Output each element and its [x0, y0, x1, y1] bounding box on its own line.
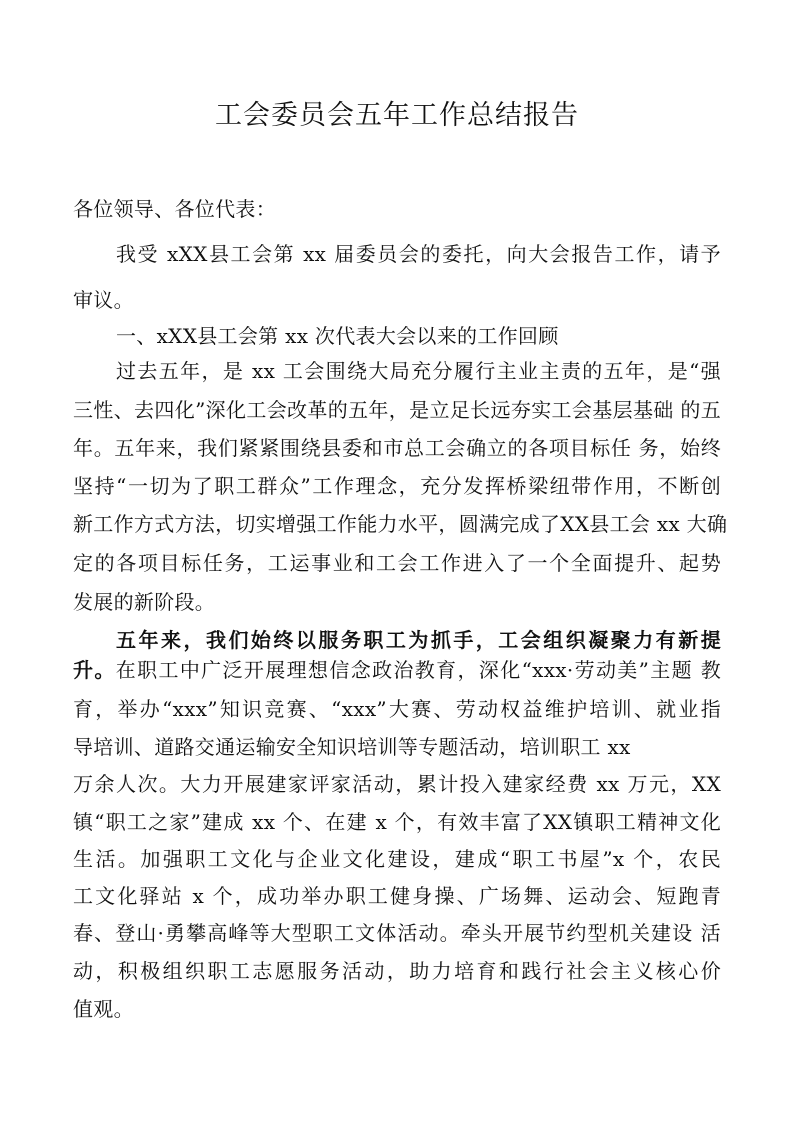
- paragraph-line: 育，举办“xxx”知识竞赛、“xxx”大赛、劳动权益维护培训、就业指: [73, 697, 721, 721]
- paragraph-lead-tail: 升。: [73, 658, 116, 682]
- paragraph-line: [73, 654, 721, 686]
- paragraph-line: 过去五年，是 xx 工会围绕大局充分履行主业主责的五年，是“强: [116, 359, 721, 383]
- paragraph-line: 定的各项目标任务，工运事业和工会工作进入了一个全面提升、起势: [73, 551, 721, 575]
- paragraph-line: 春、登山·勇攀高峰等大型职工文体活动。牵头开展节约型机关建设 活: [73, 921, 721, 945]
- section-heading: 一、xXX县工会第 xx 次代表大会以来的工作回顾: [116, 324, 559, 348]
- paragraph-line: 导培训、道路交通运输安全知识培训等专题活动，培训职工 xx: [73, 735, 631, 759]
- paragraph-line: 生活。加强职工文化与企业文化建设，建成“职工书屋”x 个，农民: [73, 847, 721, 871]
- paragraph-lead-bold: 五年来，我们始终以服务职工为抓手，工会组织凝聚力有新提: [116, 628, 721, 652]
- intro-line: 我受 xXX县工会第 xx 届委员会的委托，向大会报告工作，请予: [116, 242, 721, 266]
- paragraph-line: 值观。: [73, 997, 134, 1021]
- document-title: 工会委员会五年工作总结报告: [215, 100, 579, 131]
- paragraph-line: 万余人次。大力开展建家评家活动，累计投入建家经费 xx 万元，XX: [73, 772, 721, 796]
- paragraph-line: 动，积极组织职工志愿服务活动，助力培育和践行社会主义核心价: [73, 959, 721, 983]
- paragraph-line: 坚持“一切为了职工群众”工作理念，充分发挥桥梁纽带作用，不断创: [73, 474, 721, 498]
- paragraph-line: 镇“职工之家”建成 xx 个、在建 x 个，有效丰富了XX镇职工精神文化: [73, 810, 721, 834]
- paragraph-line: 三性、去四化”深化工会改革的五年，是立足长远夯实工会基层基础 的五: [73, 398, 721, 422]
- paragraph-line: 工文化驿站 x 个，成功举办职工健身操、广场舞、运动会、短跑青: [73, 884, 721, 908]
- paragraph-line: 发展的新阶段。: [73, 590, 216, 614]
- paragraph-line: 年。五年来，我们紧紧围绕县委和市总工会确立的各项目标任 务，始终: [73, 436, 721, 460]
- intro-line: 审议。: [73, 288, 134, 312]
- paragraph-line-rest: 在职工中广泛开展理想信念政治教育，深化“xxx·劳动美”主题 教: [115, 658, 721, 682]
- paragraph-line: 新工作方式方法，切实增强工作能力水平，圆满完成了XX县工会 xx 大确: [73, 512, 728, 536]
- salutation: 各位领导、各位代表：: [73, 197, 276, 221]
